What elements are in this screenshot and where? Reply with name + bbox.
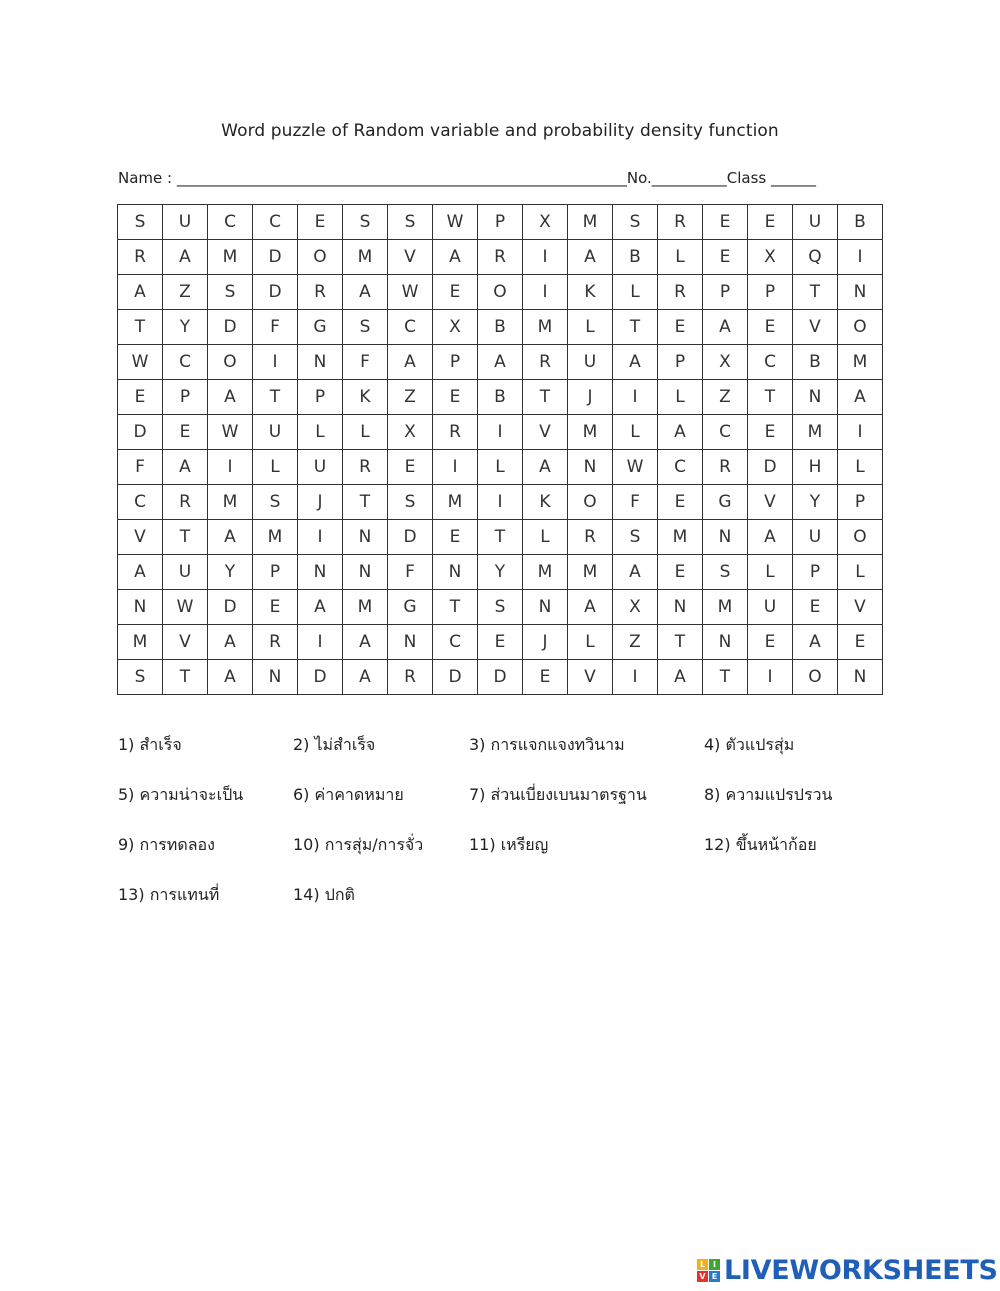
grid-cell[interactable]: N bbox=[838, 660, 883, 695]
grid-cell[interactable]: M bbox=[568, 205, 613, 240]
grid-cell[interactable]: D bbox=[478, 660, 523, 695]
grid-row bbox=[118, 310, 883, 345]
word-search-grid[interactable] bbox=[117, 204, 883, 695]
grid-cell[interactable]: Z bbox=[703, 380, 748, 415]
logo-letter: E bbox=[709, 1271, 720, 1282]
grid-cell[interactable]: I bbox=[208, 450, 253, 485]
grid-cell[interactable]: R bbox=[298, 275, 343, 310]
brand-name: LIVEWORKSHEETS bbox=[724, 1254, 998, 1286]
grid-cell[interactable]: A bbox=[658, 415, 703, 450]
grid-cell[interactable]: R bbox=[523, 345, 568, 380]
grid-cell[interactable]: B bbox=[793, 345, 838, 380]
grid-cell[interactable]: L bbox=[838, 555, 883, 590]
grid-cell[interactable]: O bbox=[208, 345, 253, 380]
grid-cell[interactable]: R bbox=[253, 625, 298, 660]
grid-cell[interactable]: E bbox=[658, 555, 703, 590]
grid-cell[interactable]: T bbox=[118, 310, 163, 345]
grid-cell[interactable]: L bbox=[613, 415, 658, 450]
grid-cell[interactable]: G bbox=[703, 485, 748, 520]
grid-cell[interactable]: A bbox=[568, 590, 613, 625]
grid-cell[interactable]: V bbox=[388, 240, 433, 275]
grid-cell[interactable]: R bbox=[388, 660, 433, 695]
grid-cell[interactable]: P bbox=[253, 555, 298, 590]
grid-row bbox=[118, 485, 883, 520]
grid-cell[interactable]: M bbox=[838, 345, 883, 380]
clue-item: 1) สำเร็จ bbox=[118, 735, 182, 754]
grid-cell[interactable]: L bbox=[523, 520, 568, 555]
grid-cell[interactable]: B bbox=[838, 205, 883, 240]
grid-cell[interactable]: B bbox=[613, 240, 658, 275]
grid-cell[interactable]: M bbox=[253, 520, 298, 555]
grid-cell[interactable]: B bbox=[478, 380, 523, 415]
grid-cell[interactable]: A bbox=[703, 310, 748, 345]
grid-cell[interactable]: U bbox=[568, 345, 613, 380]
grid-cell[interactable]: O bbox=[298, 240, 343, 275]
grid-cell[interactable]: Y bbox=[208, 555, 253, 590]
grid-cell[interactable]: I bbox=[478, 415, 523, 450]
grid-cell[interactable]: I bbox=[523, 240, 568, 275]
grid-cell[interactable]: R bbox=[163, 485, 208, 520]
grid-cell[interactable]: L bbox=[568, 625, 613, 660]
logo-letter: I bbox=[709, 1259, 720, 1270]
grid-cell[interactable]: W bbox=[613, 450, 658, 485]
grid-cell[interactable]: I bbox=[838, 415, 883, 450]
grid-cell[interactable]: A bbox=[748, 520, 793, 555]
grid-cell[interactable]: S bbox=[703, 555, 748, 590]
grid-cell[interactable]: E bbox=[748, 205, 793, 240]
grid-cell[interactable]: K bbox=[568, 275, 613, 310]
grid-cell[interactable]: A bbox=[613, 555, 658, 590]
grid-cell[interactable]: F bbox=[253, 310, 298, 345]
grid-cell[interactable]: R bbox=[658, 275, 703, 310]
grid-cell[interactable]: T bbox=[793, 275, 838, 310]
grid-cell[interactable]: T bbox=[343, 485, 388, 520]
grid-cell[interactable]: X bbox=[433, 310, 478, 345]
grid-cell[interactable]: C bbox=[433, 625, 478, 660]
grid-cell[interactable]: N bbox=[703, 625, 748, 660]
grid-row bbox=[118, 660, 883, 695]
clue-item: 6) ค่าคาดหมาย bbox=[293, 785, 404, 804]
grid-cell[interactable]: E bbox=[658, 310, 703, 345]
grid-cell[interactable]: N bbox=[388, 625, 433, 660]
grid-cell[interactable]: T bbox=[523, 380, 568, 415]
grid-cell[interactable]: N bbox=[523, 590, 568, 625]
grid-cell[interactable]: F bbox=[613, 485, 658, 520]
grid-cell[interactable]: M bbox=[658, 520, 703, 555]
grid-cell[interactable]: L bbox=[568, 310, 613, 345]
grid-cell[interactable]: N bbox=[343, 555, 388, 590]
grid-cell[interactable]: S bbox=[388, 485, 433, 520]
name-number-class-line[interactable]: Name : ____________________________________________________________No.__________Class ______ bbox=[118, 169, 816, 187]
grid-cell[interactable]: A bbox=[118, 275, 163, 310]
grid-cell[interactable]: U bbox=[748, 590, 793, 625]
grid-cell[interactable]: A bbox=[208, 520, 253, 555]
grid-cell[interactable]: E bbox=[433, 380, 478, 415]
grid-cell[interactable]: A bbox=[838, 380, 883, 415]
grid-cell[interactable]: F bbox=[118, 450, 163, 485]
grid-cell[interactable]: V bbox=[118, 520, 163, 555]
grid-cell[interactable]: M bbox=[433, 485, 478, 520]
grid-cell[interactable]: S bbox=[613, 520, 658, 555]
grid-cell[interactable]: A bbox=[343, 660, 388, 695]
grid-cell[interactable]: A bbox=[613, 345, 658, 380]
grid-cell[interactable]: I bbox=[523, 275, 568, 310]
grid-cell[interactable]: T bbox=[433, 590, 478, 625]
grid-cell[interactable]: X bbox=[613, 590, 658, 625]
grid-cell[interactable]: O bbox=[838, 310, 883, 345]
grid-cell[interactable]: R bbox=[433, 415, 478, 450]
grid-cell[interactable]: V bbox=[523, 415, 568, 450]
grid-cell[interactable]: E bbox=[748, 310, 793, 345]
grid-cell[interactable]: E bbox=[748, 415, 793, 450]
grid-cell[interactable]: I bbox=[478, 485, 523, 520]
grid-cell[interactable]: T bbox=[253, 380, 298, 415]
grid-row bbox=[118, 275, 883, 310]
grid-cell[interactable]: V bbox=[568, 660, 613, 695]
grid-cell[interactable]: E bbox=[253, 590, 298, 625]
grid-cell[interactable]: P bbox=[748, 275, 793, 310]
grid-cell[interactable]: M bbox=[343, 240, 388, 275]
grid-cell[interactable]: V bbox=[163, 625, 208, 660]
grid-cell[interactable]: U bbox=[163, 555, 208, 590]
grid-cell[interactable]: N bbox=[433, 555, 478, 590]
grid-cell[interactable]: T bbox=[658, 625, 703, 660]
grid-cell[interactable]: M bbox=[343, 590, 388, 625]
grid-cell[interactable]: M bbox=[208, 485, 253, 520]
grid-cell[interactable]: N bbox=[658, 590, 703, 625]
grid-cell[interactable]: E bbox=[163, 415, 208, 450]
grid-cell[interactable]: K bbox=[523, 485, 568, 520]
grid-cell[interactable]: T bbox=[163, 520, 208, 555]
grid-cell[interactable]: R bbox=[343, 450, 388, 485]
grid-cell[interactable]: R bbox=[118, 240, 163, 275]
grid-cell[interactable]: D bbox=[208, 590, 253, 625]
grid-cell[interactable]: R bbox=[568, 520, 613, 555]
logo-letter: V bbox=[697, 1271, 708, 1282]
grid-cell[interactable]: E bbox=[433, 520, 478, 555]
grid-cell[interactable]: X bbox=[388, 415, 433, 450]
clue-item: 3) การแจกแจงทวินาม bbox=[469, 735, 625, 754]
grid-cell[interactable]: I bbox=[613, 380, 658, 415]
clue-item: 2) ไม่สำเร็จ bbox=[293, 735, 376, 754]
grid-cell[interactable]: A bbox=[478, 345, 523, 380]
grid-cell[interactable]: G bbox=[298, 310, 343, 345]
grid-cell[interactable]: X bbox=[703, 345, 748, 380]
grid-row bbox=[118, 380, 883, 415]
clue-item: 12) ขึ้นหน้าก้อย bbox=[704, 835, 817, 854]
grid-cell[interactable]: P bbox=[838, 485, 883, 520]
grid-cell[interactable]: M bbox=[118, 625, 163, 660]
grid-cell[interactable]: M bbox=[568, 415, 613, 450]
grid-cell[interactable]: E bbox=[703, 205, 748, 240]
grid-cell[interactable]: P bbox=[163, 380, 208, 415]
grid-cell[interactable]: B bbox=[478, 310, 523, 345]
page-title: Word puzzle of Random variable and probability density function bbox=[221, 121, 779, 141]
grid-cell[interactable]: E bbox=[298, 205, 343, 240]
grid-cell[interactable]: K bbox=[343, 380, 388, 415]
grid-cell[interactable]: A bbox=[298, 590, 343, 625]
grid-cell[interactable]: I bbox=[748, 660, 793, 695]
grid-cell[interactable]: C bbox=[748, 345, 793, 380]
grid-cell[interactable]: U bbox=[163, 205, 208, 240]
grid-row bbox=[118, 450, 883, 485]
grid-cell[interactable]: X bbox=[748, 240, 793, 275]
grid-cell[interactable]: A bbox=[433, 240, 478, 275]
grid-cell[interactable]: U bbox=[298, 450, 343, 485]
grid-cell[interactable]: N bbox=[703, 520, 748, 555]
grid-cell[interactable]: S bbox=[208, 275, 253, 310]
grid-cell[interactable]: Z bbox=[388, 380, 433, 415]
grid-cell[interactable]: V bbox=[838, 590, 883, 625]
grid-cell[interactable]: M bbox=[523, 555, 568, 590]
grid-cell[interactable]: D bbox=[433, 660, 478, 695]
grid-cell[interactable]: F bbox=[343, 345, 388, 380]
grid-cell[interactable]: C bbox=[118, 485, 163, 520]
grid-cell[interactable]: A bbox=[793, 625, 838, 660]
liveworksheets-brand[interactable] bbox=[697, 1253, 998, 1287]
grid-cell[interactable]: E bbox=[658, 485, 703, 520]
grid-cell[interactable]: S bbox=[118, 205, 163, 240]
clue-item: 10) การสุ่ม/การจั่ว bbox=[293, 835, 424, 854]
grid-cell[interactable]: T bbox=[163, 660, 208, 695]
grid-row bbox=[118, 625, 883, 660]
grid-cell[interactable]: A bbox=[208, 625, 253, 660]
grid-cell[interactable]: L bbox=[298, 415, 343, 450]
grid-cell[interactable]: E bbox=[703, 240, 748, 275]
grid-cell[interactable]: A bbox=[208, 660, 253, 695]
grid-cell[interactable]: N bbox=[343, 520, 388, 555]
clue-item: 11) เหรียญ bbox=[469, 835, 549, 854]
liveworksheets-logo-icon bbox=[697, 1259, 720, 1282]
grid-cell[interactable]: I bbox=[613, 660, 658, 695]
grid-cell[interactable]: L bbox=[253, 450, 298, 485]
grid-cell[interactable]: T bbox=[748, 380, 793, 415]
grid-cell[interactable]: D bbox=[208, 310, 253, 345]
grid-row bbox=[118, 205, 883, 240]
grid-cell[interactable]: J bbox=[523, 625, 568, 660]
grid-cell[interactable]: C bbox=[253, 205, 298, 240]
grid-cell[interactable]: L bbox=[838, 450, 883, 485]
grid-cell[interactable]: A bbox=[388, 345, 433, 380]
grid-cell[interactable]: A bbox=[343, 275, 388, 310]
grid-cell[interactable]: L bbox=[343, 415, 388, 450]
grid-cell[interactable]: P bbox=[658, 345, 703, 380]
grid-cell[interactable]: U bbox=[793, 205, 838, 240]
grid-cell[interactable]: S bbox=[253, 485, 298, 520]
grid-cell[interactable]: P bbox=[703, 275, 748, 310]
logo-letter: L bbox=[697, 1259, 708, 1270]
grid-cell[interactable]: E bbox=[523, 660, 568, 695]
grid-cell[interactable]: S bbox=[613, 205, 658, 240]
grid-cell[interactable]: D bbox=[118, 415, 163, 450]
grid-cell[interactable]: U bbox=[253, 415, 298, 450]
grid-cell[interactable]: A bbox=[523, 450, 568, 485]
clue-item: 14) ปกติ bbox=[293, 885, 355, 904]
grid-cell[interactable]: D bbox=[253, 240, 298, 275]
grid-cell[interactable]: P bbox=[433, 345, 478, 380]
grid-cell[interactable]: R bbox=[478, 240, 523, 275]
grid-cell[interactable]: N bbox=[118, 590, 163, 625]
grid-cell[interactable]: T bbox=[703, 660, 748, 695]
grid-cell[interactable]: I bbox=[298, 625, 343, 660]
grid-cell[interactable]: X bbox=[523, 205, 568, 240]
grid-cell[interactable]: Y bbox=[163, 310, 208, 345]
grid-cell[interactable]: E bbox=[748, 625, 793, 660]
grid-cell[interactable]: W bbox=[118, 345, 163, 380]
grid-cell[interactable]: C bbox=[703, 415, 748, 450]
grid-cell[interactable]: S bbox=[388, 205, 433, 240]
grid-cell[interactable]: D bbox=[298, 660, 343, 695]
clue-item: 9) การทดลอง bbox=[118, 835, 215, 854]
grid-row bbox=[118, 345, 883, 380]
clue-item: 7) ส่วนเบี่ยงเบนมาตรฐาน bbox=[469, 785, 647, 804]
grid-cell[interactable]: E bbox=[433, 275, 478, 310]
clue-item: 8) ความแปรปรวน bbox=[704, 785, 833, 804]
grid-cell[interactable]: G bbox=[388, 590, 433, 625]
grid-cell[interactable]: M bbox=[703, 590, 748, 625]
grid-cell[interactable]: S bbox=[478, 590, 523, 625]
grid-cell[interactable]: V bbox=[748, 485, 793, 520]
clue-item: 4) ตัวแปรสุ่ม bbox=[704, 735, 795, 754]
grid-row bbox=[118, 590, 883, 625]
clue-item: 13) การแทนที่ bbox=[118, 885, 220, 904]
grid-cell[interactable]: P bbox=[298, 380, 343, 415]
grid-cell[interactable]: D bbox=[388, 520, 433, 555]
grid-cell[interactable]: C bbox=[388, 310, 433, 345]
grid-cell[interactable]: O bbox=[568, 485, 613, 520]
grid-cell[interactable]: N bbox=[298, 555, 343, 590]
grid-cell[interactable]: Y bbox=[478, 555, 523, 590]
grid-cell[interactable]: A bbox=[568, 240, 613, 275]
grid-cell[interactable]: Z bbox=[163, 275, 208, 310]
grid-cell[interactable]: T bbox=[613, 310, 658, 345]
grid-cell[interactable]: D bbox=[748, 450, 793, 485]
grid-cell[interactable]: W bbox=[208, 415, 253, 450]
grid-cell[interactable]: S bbox=[343, 205, 388, 240]
grid-cell[interactable]: M bbox=[793, 415, 838, 450]
clue-item: 5) ความน่าจะเป็น bbox=[118, 785, 244, 804]
grid-cell[interactable]: N bbox=[838, 275, 883, 310]
grid-row bbox=[118, 415, 883, 450]
grid-cell[interactable]: N bbox=[253, 660, 298, 695]
grid-row bbox=[118, 240, 883, 275]
grid-cell[interactable]: V bbox=[793, 310, 838, 345]
grid-row bbox=[118, 555, 883, 590]
grid-cell[interactable]: R bbox=[658, 205, 703, 240]
grid-cell[interactable]: S bbox=[118, 660, 163, 695]
grid-cell[interactable]: F bbox=[388, 555, 433, 590]
grid-cell[interactable]: C bbox=[658, 450, 703, 485]
grid-cell[interactable]: L bbox=[613, 275, 658, 310]
grid-cell[interactable]: A bbox=[343, 625, 388, 660]
grid-row bbox=[118, 520, 883, 555]
grid-cell[interactable]: D bbox=[253, 275, 298, 310]
grid-cell[interactable]: L bbox=[658, 380, 703, 415]
grid-cell[interactable]: L bbox=[748, 555, 793, 590]
grid-cell[interactable]: H bbox=[793, 450, 838, 485]
grid-cell[interactable]: L bbox=[478, 450, 523, 485]
grid-cell[interactable]: A bbox=[163, 240, 208, 275]
grid-cell[interactable]: A bbox=[118, 555, 163, 590]
grid-cell[interactable]: O bbox=[793, 660, 838, 695]
grid-cell[interactable]: A bbox=[163, 450, 208, 485]
grid-cell[interactable]: P bbox=[478, 205, 523, 240]
grid-cell[interactable]: I bbox=[433, 450, 478, 485]
grid-cell[interactable]: S bbox=[343, 310, 388, 345]
grid-cell[interactable]: C bbox=[208, 205, 253, 240]
grid-cell[interactable]: N bbox=[568, 450, 613, 485]
grid-cell[interactable]: N bbox=[298, 345, 343, 380]
grid-cell[interactable]: I bbox=[253, 345, 298, 380]
grid-cell[interactable]: N bbox=[793, 380, 838, 415]
grid-cell[interactable]: U bbox=[793, 520, 838, 555]
grid-cell[interactable]: Z bbox=[613, 625, 658, 660]
grid-cell[interactable]: W bbox=[433, 205, 478, 240]
grid-cell[interactable]: O bbox=[838, 520, 883, 555]
grid-cell[interactable]: E bbox=[793, 590, 838, 625]
grid-cell[interactable]: W bbox=[388, 275, 433, 310]
grid-cell[interactable]: E bbox=[118, 380, 163, 415]
grid-cell[interactable]: P bbox=[793, 555, 838, 590]
grid-cell[interactable]: T bbox=[478, 520, 523, 555]
grid-cell[interactable]: C bbox=[163, 345, 208, 380]
grid-cell[interactable]: M bbox=[208, 240, 253, 275]
grid-cell[interactable]: M bbox=[568, 555, 613, 590]
grid-cell[interactable]: J bbox=[298, 485, 343, 520]
grid-cell[interactable]: E bbox=[478, 625, 523, 660]
grid-cell[interactable]: Q bbox=[793, 240, 838, 275]
grid-cell[interactable]: I bbox=[298, 520, 343, 555]
grid-cell[interactable]: L bbox=[658, 240, 703, 275]
grid-cell[interactable]: I bbox=[838, 240, 883, 275]
grid-cell[interactable]: J bbox=[568, 380, 613, 415]
grid-cell[interactable]: M bbox=[523, 310, 568, 345]
grid-cell[interactable]: R bbox=[703, 450, 748, 485]
grid-cell[interactable]: W bbox=[163, 590, 208, 625]
grid-cell[interactable]: O bbox=[478, 275, 523, 310]
grid-cell[interactable]: A bbox=[208, 380, 253, 415]
grid-cell[interactable]: A bbox=[658, 660, 703, 695]
grid-cell[interactable]: Y bbox=[793, 485, 838, 520]
grid-cell[interactable]: E bbox=[838, 625, 883, 660]
grid-cell[interactable]: E bbox=[388, 450, 433, 485]
